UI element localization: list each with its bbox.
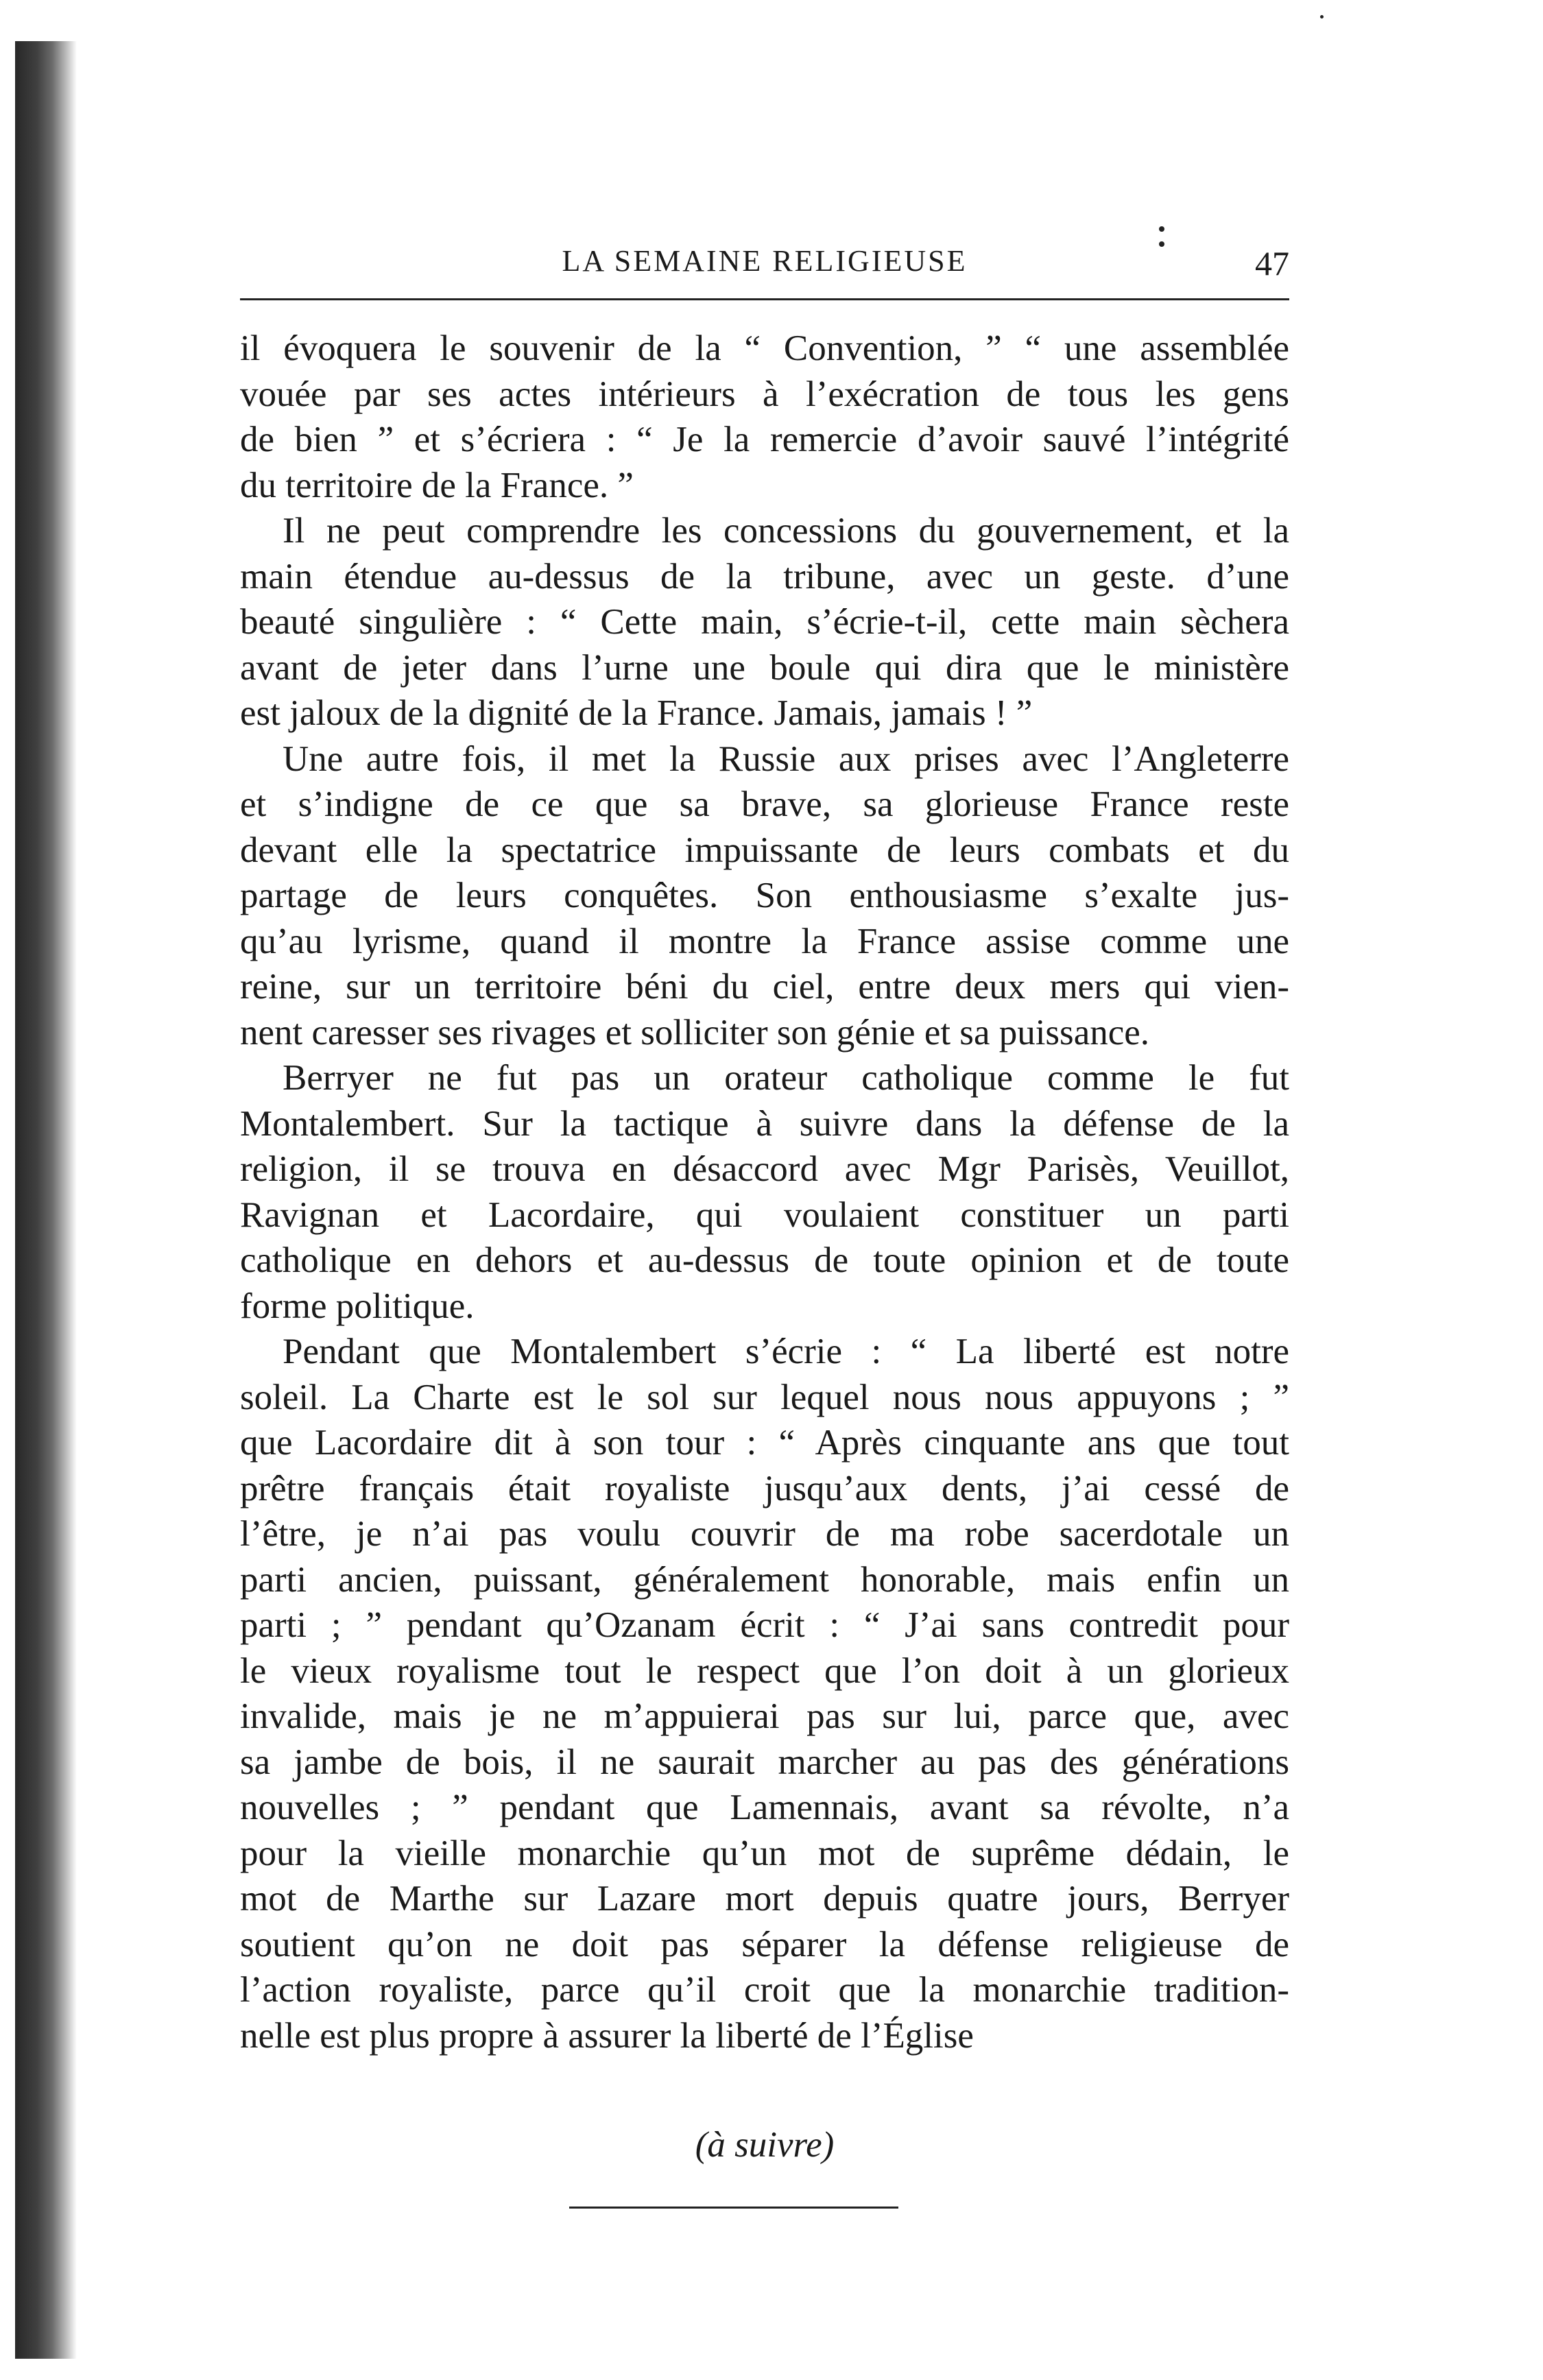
text-line: catholique en dehors et au-dessus de toute opinion et de toute [240,1240,1289,1280]
text-line: devant elle la spectatrice impuissante de leurs combats et du [240,830,1289,870]
text-line: main étendue au-dessus de la tribune, avec un geste. d’une [240,556,1289,597]
text-line: religion, il se trouva en désaccord avec Mgr Parisès, Veuillot, [240,1149,1289,1189]
page-number: 47 [1255,244,1289,283]
text-line: partage de leurs conquêtes. Son enthousiasme s’exalte jus- [240,876,1289,915]
text-line: avant de jeter dans l’urne une boule qui dira que le ministère [240,647,1289,688]
text-line: que Lacordaire dit à son tour : “ Après cinquante ans que tout [240,1423,1289,1463]
text-line: qu’au lyrisme, quand il montre la France assise comme une [240,921,1289,961]
page-header [240,243,1289,285]
end-rule [569,2207,898,2209]
text-line: de bien ” et s’écriera : “ Je la remercie d’avoir sauvé l’intégrité [240,420,1289,459]
running-title: LA SEMAINE RELIGIEUSE [562,244,968,278]
text-line: forme politique. [240,1286,475,1326]
text-line: vouée par ses actes intérieurs à l’exécration de tous les gens [240,374,1289,414]
text-line: Montalembert. Sur la tactique à suivre dans la défense de la [240,1103,1289,1144]
print-speck [1159,226,1164,232]
text-line: il évoquera le souvenir de la “ Convention, ” “ une assemblée [240,328,1289,368]
text-line: Une autre fois, il met la Russie aux prises avec l’Angleterre [283,738,1289,779]
text-line: sa jambe de bois, il ne saurait marcher au pas des générations [240,1742,1289,1782]
text-line: prêtre français était royaliste jusqu’aux dents, j’ai cessé de [240,1468,1289,1508]
text-line: beauté singulière : “ Cette main, s’écrie-t-il, cette main sèchera [240,602,1289,642]
text-line: nelle est plus propre à assurer la liberté de l’Église [240,2015,974,2056]
page-binding-shadow [15,41,77,2359]
text-line: l’être, je n’ai pas voulu couvrir de ma robe sacerdotale un [240,1514,1289,1554]
text-line: Pendant que Montalembert s’écrie : “ La liberté est notre [283,1332,1289,1371]
text-line: soleil. La Charte est le sol sur lequel nous nous appuyons ; ” [240,1377,1289,1417]
text-line: Ravignan et Lacordaire, qui voulaient constituer un parti [240,1194,1289,1235]
text-line: nouvelles ; ” pendant que Lamennais, avant sa révolte, n’a [240,1788,1289,1827]
text-line: Il ne peut comprendre les concessions du gouvernement, et la [283,511,1289,551]
text-line: nent caresser ses rivages et solliciter son génie et sa puissance. [240,1012,1150,1053]
text-line: l’action royaliste, parce qu’il croit que la monarchie tradition- [240,1970,1289,2010]
text-line: soutient qu’on ne doit pas séparer la défense religieuse de [240,1924,1289,1964]
text-line: le vieux royalisme tout le respect que l’on doit à un glorieux [240,1650,1289,1691]
text-line: parti ancien, puissant, généralement honorable, mais enfin un [240,1559,1289,1600]
continuation-note: (à suivre) [695,2125,835,2165]
text-line: du territoire de la France. ” [240,465,634,505]
text-line: mot de Marthe sur Lazare mort depuis quatre jours, Berryer [240,1879,1289,1919]
header-rule [240,298,1289,300]
text-line: est jaloux de la dignité de la France. Jamais, jamais ! ” [240,693,1033,733]
text-line: et s’indigne de ce que sa brave, sa glorieuse France reste [240,784,1289,824]
text-line: reine, sur un territoire béni du ciel, entre deux mers qui vien- [240,967,1289,1007]
body-text [240,326,1289,2058]
text-line: parti ; ” pendant qu’Ozanam écrit : “ J’ai sans contredit pour [240,1605,1289,1645]
text-line: invalide, mais je ne m’appuierai pas sur lui, parce que, avec [240,1696,1289,1736]
text-line: Berryer ne fut pas un orateur catholique comme le fut [283,1058,1289,1098]
print-speck [1320,15,1324,19]
text-line: pour la vieille monarchie qu’un mot de suprême dédain, le [240,1833,1289,1873]
